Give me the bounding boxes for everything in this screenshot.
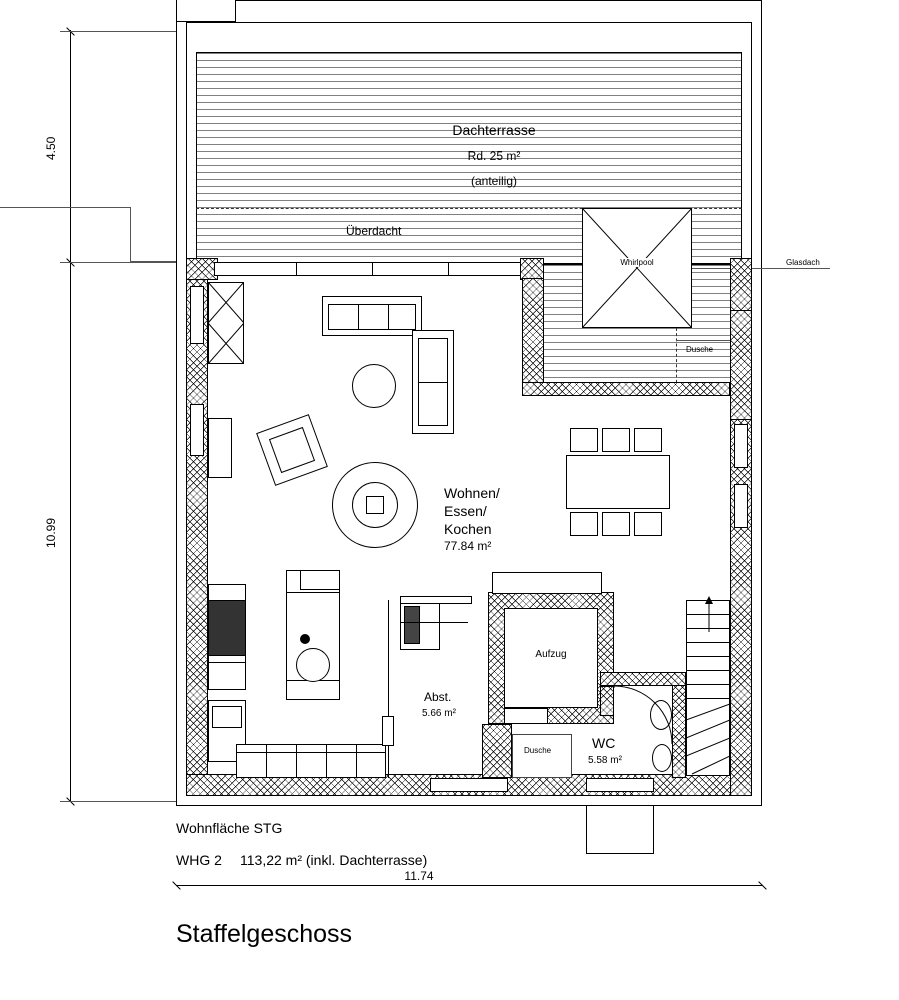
kitchen-lower-row bbox=[236, 744, 386, 778]
sofa-cushion bbox=[328, 304, 416, 330]
dimension-left-main: 10.99 bbox=[44, 517, 58, 548]
dimension-line-bottom bbox=[176, 885, 762, 886]
dining-chair bbox=[634, 428, 662, 452]
counter-top bbox=[492, 572, 602, 594]
toilet bbox=[652, 744, 672, 772]
room-label-wohnen-2: Essen/ bbox=[444, 503, 487, 519]
wall-right-upper bbox=[730, 310, 752, 420]
stair-tread bbox=[686, 642, 730, 643]
room-label-dachterrasse: Dachterrasse bbox=[452, 122, 536, 138]
room-area-abst: 5.66 m² bbox=[422, 708, 456, 719]
window-left-1 bbox=[190, 286, 204, 344]
note-wohnflaeche: Wohnfläche STG bbox=[176, 820, 283, 836]
stair-tread bbox=[686, 656, 730, 657]
window-right-1 bbox=[734, 424, 748, 468]
plan-guide-line bbox=[130, 207, 131, 261]
sofa-divider bbox=[358, 304, 359, 330]
roof-shaft-top bbox=[176, 0, 236, 22]
kitchen-sink bbox=[212, 706, 242, 728]
kitchen-island-line bbox=[286, 592, 340, 593]
wardrobe-cross-icon bbox=[208, 282, 244, 364]
dimension-left-top: 4.50 bbox=[44, 136, 58, 160]
appliance-unit-inner bbox=[404, 606, 420, 644]
kitchen-lower-divider bbox=[266, 744, 267, 778]
dimension-extension bbox=[60, 801, 190, 802]
room-label-whirlpool: Whirlpool bbox=[592, 258, 682, 267]
counter-small-line bbox=[400, 622, 468, 623]
dimension-line-left bbox=[70, 30, 71, 802]
aufzug-door-opening bbox=[504, 708, 548, 724]
mullion bbox=[296, 262, 297, 276]
note-whg-value: 113,22 m² (inkl. Dachterrasse) bbox=[240, 852, 428, 868]
glasdach-leader-line bbox=[692, 268, 830, 269]
mullion bbox=[448, 262, 449, 276]
kitchen-lower-top-line bbox=[236, 752, 386, 753]
room-label-wohnen-3: Kochen bbox=[444, 521, 492, 537]
wall-top-living-glazing bbox=[214, 262, 524, 276]
note-whg-label: WHG 2 bbox=[176, 852, 222, 868]
wall-terrace-bottom bbox=[522, 382, 730, 396]
kitchen-lower-divider bbox=[296, 744, 297, 778]
wc-wall-left bbox=[600, 686, 614, 716]
partition-panel bbox=[382, 716, 394, 746]
kitchen-appliance bbox=[208, 600, 246, 656]
stair-tread bbox=[686, 698, 730, 699]
kitchen-island-hob-knob bbox=[300, 634, 310, 644]
window-right-2 bbox=[734, 484, 748, 528]
page-title: Staffelgeschoss bbox=[176, 920, 353, 948]
room-label-ueberdacht: Überdacht bbox=[346, 224, 402, 238]
dining-chair bbox=[602, 512, 630, 536]
wall-terrace-side-vertical bbox=[522, 278, 544, 390]
wc-door-swing bbox=[614, 686, 674, 746]
label-glasdach: Glasdach bbox=[786, 258, 820, 267]
room-area-dachterrasse-1: Rd. 25 m² bbox=[467, 149, 521, 163]
dimension-extension bbox=[60, 31, 180, 32]
kitchen-island-sink bbox=[296, 648, 330, 682]
kitchen-island-extension bbox=[300, 570, 340, 590]
room-area-wohnen: 77.84 m² bbox=[444, 539, 492, 553]
stair-up-arrow-icon bbox=[702, 596, 716, 632]
wall-column-corner bbox=[520, 258, 544, 280]
kitchen-lower-divider bbox=[356, 744, 357, 778]
dachterrasse-dashed-divider bbox=[676, 328, 677, 388]
dining-chair bbox=[570, 512, 598, 536]
stair-winder-lines bbox=[686, 700, 730, 776]
shaft-bottom-left bbox=[482, 724, 512, 778]
plan-guide-line bbox=[0, 207, 130, 208]
dining-chair bbox=[602, 428, 630, 452]
window-bottom-1 bbox=[430, 778, 508, 792]
dusche-lower-box bbox=[512, 734, 572, 778]
mullion bbox=[372, 262, 373, 276]
room-label-wc: WC bbox=[592, 735, 616, 751]
room-label-dusche-terrace: Dusche bbox=[686, 345, 714, 354]
dimension-extension bbox=[60, 262, 190, 263]
dimension-bottom: 11.74 bbox=[404, 869, 434, 883]
stair-tread bbox=[686, 684, 730, 685]
round-table-center bbox=[366, 496, 384, 514]
roof-shaft-bottom bbox=[586, 806, 654, 854]
dining-table bbox=[566, 455, 670, 509]
kitchen-shelf-line bbox=[208, 662, 246, 663]
sofa-divider bbox=[388, 304, 389, 330]
counter-small bbox=[400, 596, 472, 604]
side-table-round bbox=[352, 364, 396, 408]
sofa-chaise-divider bbox=[418, 382, 448, 383]
room-area-dachterrasse-2: (anteilig) bbox=[470, 174, 518, 188]
dining-chair bbox=[634, 512, 662, 536]
whirlpool-cross-icon bbox=[582, 208, 692, 328]
partition-vertical bbox=[388, 600, 389, 778]
wc-wall-top bbox=[600, 672, 686, 686]
room-label-abst: Abst. bbox=[424, 690, 452, 704]
room-label-wohnen-1: Wohnen/ bbox=[444, 485, 500, 501]
window-bottom-2 bbox=[586, 778, 654, 792]
room-area-wc: 5.58 m² bbox=[588, 755, 622, 766]
shelf-left bbox=[208, 418, 232, 478]
stair-tread bbox=[686, 670, 730, 671]
room-label-aufzug: Aufzug bbox=[535, 649, 567, 660]
kitchen-lower-divider bbox=[326, 744, 327, 778]
wc-wall-right bbox=[672, 672, 686, 778]
room-label-dusche-lower: Dusche bbox=[524, 746, 552, 755]
window-left-2 bbox=[190, 404, 204, 456]
dining-chair bbox=[570, 428, 598, 452]
